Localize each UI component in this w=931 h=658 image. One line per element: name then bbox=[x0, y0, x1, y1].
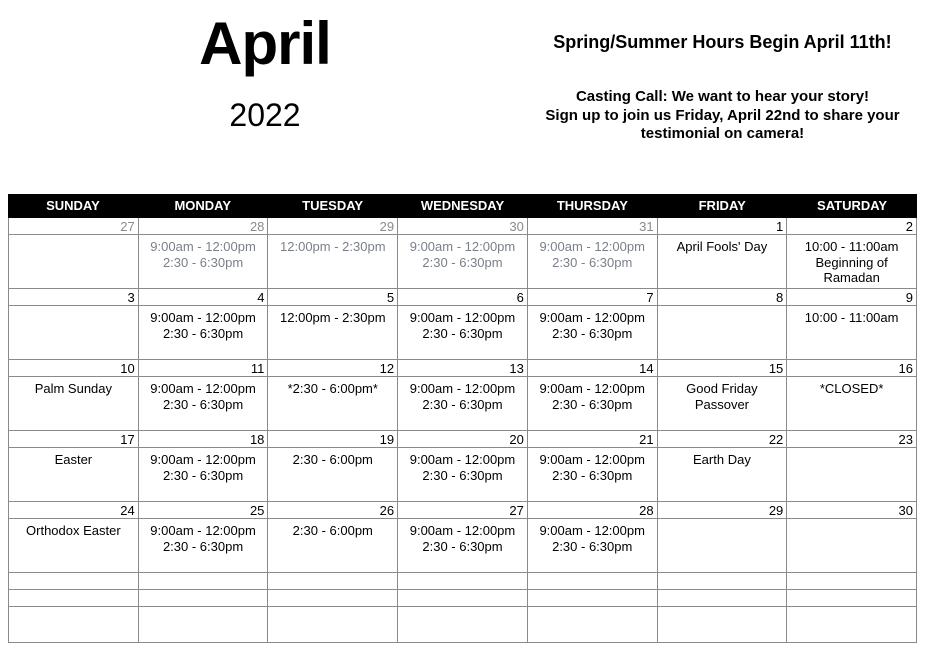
calendar-day-cell bbox=[268, 502, 398, 573]
day-events: 9:00am - 12:00pm 2:30 - 6:30pm bbox=[409, 523, 516, 554]
day-events bbox=[528, 607, 657, 611]
day-events: 2:30 - 6:00pm bbox=[292, 452, 373, 467]
calendar-day-cell bbox=[528, 360, 658, 431]
day-events: 12:00pm - 2:30pm bbox=[280, 310, 386, 325]
day-number bbox=[398, 573, 527, 590]
day-events: 2:30 - 6:00pm bbox=[292, 523, 373, 538]
day-events: 10:00 - 11:00am bbox=[804, 310, 899, 325]
calendar-day-cell bbox=[268, 360, 398, 431]
casting-call-line: Sign up to join us Friday, April 22nd to share your bbox=[545, 106, 900, 124]
calendar-day-cell bbox=[398, 431, 528, 502]
day-number: 27 bbox=[398, 502, 527, 519]
calendar-day-cell bbox=[658, 289, 788, 360]
day-events bbox=[787, 448, 916, 452]
day-number: 2 bbox=[787, 218, 916, 235]
day-number: 6 bbox=[398, 289, 527, 306]
day-events bbox=[268, 607, 397, 611]
day-number bbox=[139, 590, 268, 607]
day-number: 23 bbox=[787, 431, 916, 448]
calendar-day-cell bbox=[528, 431, 658, 502]
day-events: 9:00am - 12:00pm 2:30 - 6:30pm bbox=[409, 381, 516, 412]
day-number: 21 bbox=[528, 431, 657, 448]
calendar-day-cell bbox=[787, 289, 917, 360]
day-events: Earth Day bbox=[693, 452, 751, 467]
day-number: 4 bbox=[139, 289, 268, 306]
day-number: 25 bbox=[139, 502, 268, 519]
day-number: 1 bbox=[658, 218, 787, 235]
day-events: 9:00am - 12:00pm 2:30 - 6:30pm bbox=[539, 523, 645, 554]
day-number bbox=[528, 590, 657, 607]
day-number: 9 bbox=[787, 289, 916, 306]
calendar-day-cell bbox=[787, 218, 917, 289]
calendar-day-cell bbox=[658, 502, 788, 573]
calendar-day-cell bbox=[658, 590, 788, 643]
calendar-day-cell bbox=[528, 502, 658, 573]
day-number: 27 bbox=[9, 218, 138, 235]
day-events: 9:00am - 12:00pm 2:30 - 6:30pm bbox=[539, 310, 645, 341]
day-events: 9:00am - 12:00pm 2:30 - 6:30pm bbox=[150, 310, 256, 341]
calendar-day-cell bbox=[139, 431, 269, 502]
calendar-day-cell bbox=[398, 218, 528, 289]
casting-call-line: Casting Call: We want to hear your story! bbox=[575, 88, 870, 105]
day-number: 26 bbox=[268, 502, 397, 519]
year-title: 2022 bbox=[229, 97, 301, 133]
day-number: 28 bbox=[528, 502, 657, 519]
weekday-header: MONDAY bbox=[174, 198, 232, 213]
day-number: 8 bbox=[658, 289, 787, 306]
day-events: April Fools' Day bbox=[676, 239, 768, 254]
calendar-day-cell bbox=[787, 573, 917, 590]
day-number: 16 bbox=[787, 360, 916, 377]
calendar-day-cell bbox=[658, 360, 788, 431]
calendar-day-cell bbox=[528, 218, 658, 289]
day-number: 3 bbox=[9, 289, 138, 306]
day-events: 10:00 - 11:00am Beginning of Ramadan bbox=[804, 239, 899, 285]
day-number: 29 bbox=[268, 218, 397, 235]
calendar-day-cell bbox=[787, 502, 917, 573]
day-events: *2:30 - 6:00pm* bbox=[287, 381, 378, 396]
day-number bbox=[398, 590, 527, 607]
day-events: 9:00am - 12:00pm 2:30 - 6:30pm bbox=[539, 239, 645, 270]
day-events: 9:00am - 12:00pm 2:30 - 6:30pm bbox=[539, 381, 645, 412]
day-events: 9:00am - 12:00pm 2:30 - 6:30pm bbox=[409, 239, 516, 270]
calendar-day-cell bbox=[9, 431, 139, 502]
day-number: 15 bbox=[658, 360, 787, 377]
calendar-day-cell bbox=[658, 573, 788, 590]
day-number: 14 bbox=[528, 360, 657, 377]
day-number: 17 bbox=[9, 431, 138, 448]
weekday-header-row bbox=[8, 194, 917, 218]
calendar-day-cell bbox=[268, 218, 398, 289]
calendar-day-cell bbox=[9, 502, 139, 573]
day-events: Good Friday Passover bbox=[686, 381, 758, 412]
day-events: Easter bbox=[54, 452, 93, 467]
weekday-header: SUNDAY bbox=[46, 198, 100, 213]
day-number bbox=[528, 573, 657, 590]
calendar-day-cell bbox=[9, 590, 139, 643]
day-events: 9:00am - 12:00pm 2:30 - 6:30pm bbox=[150, 523, 256, 554]
day-events: 9:00am - 12:00pm 2:30 - 6:30pm bbox=[150, 381, 256, 412]
calendar-day-cell bbox=[398, 573, 528, 590]
day-events bbox=[9, 306, 138, 310]
day-events bbox=[658, 519, 787, 523]
day-number bbox=[268, 573, 397, 590]
calendar-day-cell bbox=[398, 590, 528, 643]
calendar-day-cell bbox=[9, 573, 139, 590]
day-events: 9:00am - 12:00pm 2:30 - 6:30pm bbox=[409, 310, 516, 341]
weekday-header: TUESDAY bbox=[302, 198, 364, 213]
calendar-weeks bbox=[8, 218, 917, 643]
calendar-day-cell bbox=[658, 431, 788, 502]
calendar-day-cell bbox=[528, 590, 658, 643]
calendar-day-cell bbox=[139, 218, 269, 289]
day-number bbox=[9, 590, 138, 607]
day-number bbox=[658, 590, 787, 607]
day-number bbox=[139, 573, 268, 590]
day-number: 30 bbox=[398, 218, 527, 235]
calendar-day-cell bbox=[398, 289, 528, 360]
weekday-header: WEDNESDAY bbox=[420, 198, 505, 213]
day-events: 12:00pm - 2:30pm bbox=[280, 239, 386, 254]
day-number: 13 bbox=[398, 360, 527, 377]
calendar-day-cell bbox=[268, 590, 398, 643]
calendar-day-cell bbox=[9, 289, 139, 360]
day-number bbox=[658, 573, 787, 590]
calendar-day-cell bbox=[139, 360, 269, 431]
calendar-day-cell bbox=[139, 289, 269, 360]
calendar-day-cell bbox=[787, 431, 917, 502]
month-title: April bbox=[199, 10, 331, 77]
day-number: 11 bbox=[139, 360, 268, 377]
weekday-header: FRIDAY bbox=[698, 198, 746, 213]
day-number bbox=[268, 590, 397, 607]
day-number: 22 bbox=[658, 431, 787, 448]
day-number: 29 bbox=[658, 502, 787, 519]
calendar-day-cell bbox=[528, 289, 658, 360]
calendar-day-cell bbox=[268, 573, 398, 590]
day-number: 28 bbox=[139, 218, 268, 235]
calendar-day-cell bbox=[787, 590, 917, 643]
day-events: Orthodox Easter bbox=[26, 523, 121, 538]
day-number: 31 bbox=[528, 218, 657, 235]
day-number: 18 bbox=[139, 431, 268, 448]
day-number: 12 bbox=[268, 360, 397, 377]
day-number: 5 bbox=[268, 289, 397, 306]
day-events: 9:00am - 12:00pm 2:30 - 6:30pm bbox=[150, 239, 256, 270]
day-number bbox=[787, 590, 916, 607]
calendar-day-cell bbox=[268, 431, 398, 502]
calendar-day-cell bbox=[528, 573, 658, 590]
calendar-day-cell bbox=[398, 502, 528, 573]
day-number: 10 bbox=[9, 360, 138, 377]
day-events bbox=[658, 607, 787, 611]
day-events bbox=[398, 607, 527, 611]
calendar-day-cell bbox=[9, 360, 139, 431]
calendar-day-cell bbox=[787, 360, 917, 431]
calendar-day-cell bbox=[139, 590, 269, 643]
hours-notice: Spring/Summer Hours Begin April 11th! bbox=[553, 32, 892, 52]
day-events bbox=[658, 306, 787, 310]
casting-call-line: testimonial on camera! bbox=[640, 125, 805, 142]
calendar-day-cell bbox=[139, 502, 269, 573]
day-events bbox=[787, 519, 916, 523]
day-number: 30 bbox=[787, 502, 916, 519]
day-number bbox=[9, 573, 138, 590]
day-number: 19 bbox=[268, 431, 397, 448]
calendar-grid bbox=[8, 194, 917, 645]
day-events: 9:00am - 12:00pm 2:30 - 6:30pm bbox=[409, 452, 516, 483]
calendar-day-cell bbox=[398, 360, 528, 431]
day-number: 24 bbox=[9, 502, 138, 519]
weekday-header: SATURDAY bbox=[817, 198, 888, 213]
day-events: *CLOSED* bbox=[819, 381, 884, 396]
day-events: 9:00am - 12:00pm 2:30 - 6:30pm bbox=[150, 452, 256, 483]
day-events: Palm Sunday bbox=[34, 381, 113, 396]
day-events bbox=[9, 607, 138, 611]
day-events: 9:00am - 12:00pm 2:30 - 6:30pm bbox=[539, 452, 645, 483]
day-events bbox=[787, 607, 916, 611]
calendar-day-cell bbox=[658, 218, 788, 289]
calendar-day-cell bbox=[9, 218, 139, 289]
casting-call-notice bbox=[530, 88, 915, 144]
weekday-header: THURSDAY bbox=[556, 198, 628, 213]
day-number: 7 bbox=[528, 289, 657, 306]
day-events bbox=[9, 235, 138, 239]
day-events bbox=[139, 607, 268, 611]
day-number: 20 bbox=[398, 431, 527, 448]
calendar-day-cell bbox=[139, 573, 269, 590]
calendar-day-cell bbox=[268, 289, 398, 360]
day-number bbox=[787, 573, 916, 590]
